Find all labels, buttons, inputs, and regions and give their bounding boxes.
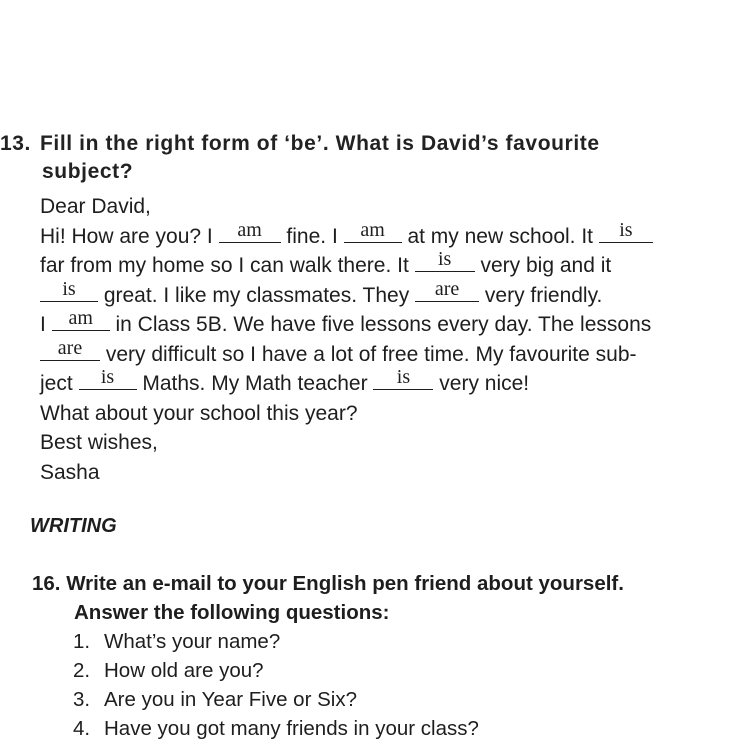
answer-blank[interactable]: [219, 218, 281, 243]
letter-question: What about your school this year?: [40, 401, 358, 425]
letter-closing: Best wishes,: [40, 431, 158, 454]
question-text: Are you in Year Five or Six?: [104, 688, 357, 711]
letter-text-segment: at my new school. It: [401, 224, 599, 248]
exercise-13-number: 13.: [0, 132, 31, 155]
list-item: [73, 627, 479, 656]
letter-line-1: [40, 218, 745, 252]
letter-line-3: [40, 277, 745, 311]
letter-text-segment: very nice!: [433, 372, 530, 395]
letter-greeting: Dear David,: [40, 195, 151, 218]
list-item: [73, 656, 479, 685]
letter-text-segment: great. I like my classmates. They: [98, 283, 416, 307]
section-heading-writing: WRITING: [30, 515, 117, 537]
answer-blank[interactable]: [52, 307, 110, 331]
question-number: 3.: [73, 688, 91, 711]
answer-blank[interactable]: [415, 277, 479, 302]
answer-blank[interactable]: [40, 336, 100, 361]
letter-text-segment: far from my home so I can walk there. It: [40, 254, 415, 277]
filled-answer: is: [619, 218, 633, 241]
exercise-13-heading: [0, 130, 745, 186]
list-item: [73, 714, 479, 743]
exercise-16-title: Write an e-mail to your English pen friend about yourself.: [66, 572, 624, 595]
answer-blank[interactable]: [373, 366, 433, 390]
filled-answer: is: [396, 366, 411, 388]
answer-blank[interactable]: [344, 218, 402, 243]
exercise-16-title-continued: Answer the following questions:: [74, 601, 390, 624]
letter-signature: Sasha: [40, 460, 100, 484]
letter-text-segment: Hi! How are you? I: [40, 224, 219, 248]
exercise-16-number: 16.: [32, 572, 61, 595]
question-number: 4.: [73, 717, 91, 740]
letter-text-segment: ject: [40, 372, 79, 395]
question-number: 1.: [73, 630, 91, 653]
question-text: What’s your name?: [104, 630, 281, 653]
letter-text-segment: in Class 5B. We have five lessons every day. The lessons: [109, 313, 652, 336]
filled-answer: am: [237, 218, 262, 241]
letter-text-segment: very big and it: [474, 254, 612, 277]
list-item: [73, 685, 479, 714]
filled-answer: am: [68, 307, 93, 329]
letter-text-segment: Maths. My Math teacher: [136, 372, 374, 395]
filled-answer: are: [57, 336, 83, 359]
letter-text-segment: fine. I: [280, 224, 344, 248]
question-text: Have you got many friends in your class?: [104, 717, 479, 740]
letter-text-segment: I: [40, 313, 52, 336]
filled-answer: are: [434, 277, 460, 300]
answer-blank[interactable]: [415, 248, 475, 272]
letter-text-segment: very difficult so I have a lot of free time. My favourite sub-: [100, 342, 637, 366]
letter-line-2: [40, 248, 745, 281]
letter-line-6: [40, 366, 745, 399]
exercise-13-title-continued: subject?: [42, 160, 134, 183]
filled-answer: am: [360, 218, 385, 241]
question-list: [73, 627, 479, 743]
filled-answer: is: [62, 277, 76, 300]
filled-answer: is: [100, 366, 115, 388]
question-number: 2.: [73, 659, 91, 682]
question-text: How old are you?: [104, 659, 264, 682]
letter-text-segment: very friendly.: [479, 283, 603, 307]
answer-blank[interactable]: [599, 218, 653, 243]
letter-line-4: [40, 307, 745, 340]
filled-answer: is: [437, 248, 452, 270]
letter-text: [40, 192, 745, 487]
exercise-16-heading: [32, 569, 747, 627]
answer-blank[interactable]: [79, 366, 137, 390]
exercise-13-title: Fill in the right form of ‘be’. What is David’s favourite: [40, 132, 600, 155]
answer-blank[interactable]: [40, 277, 98, 302]
